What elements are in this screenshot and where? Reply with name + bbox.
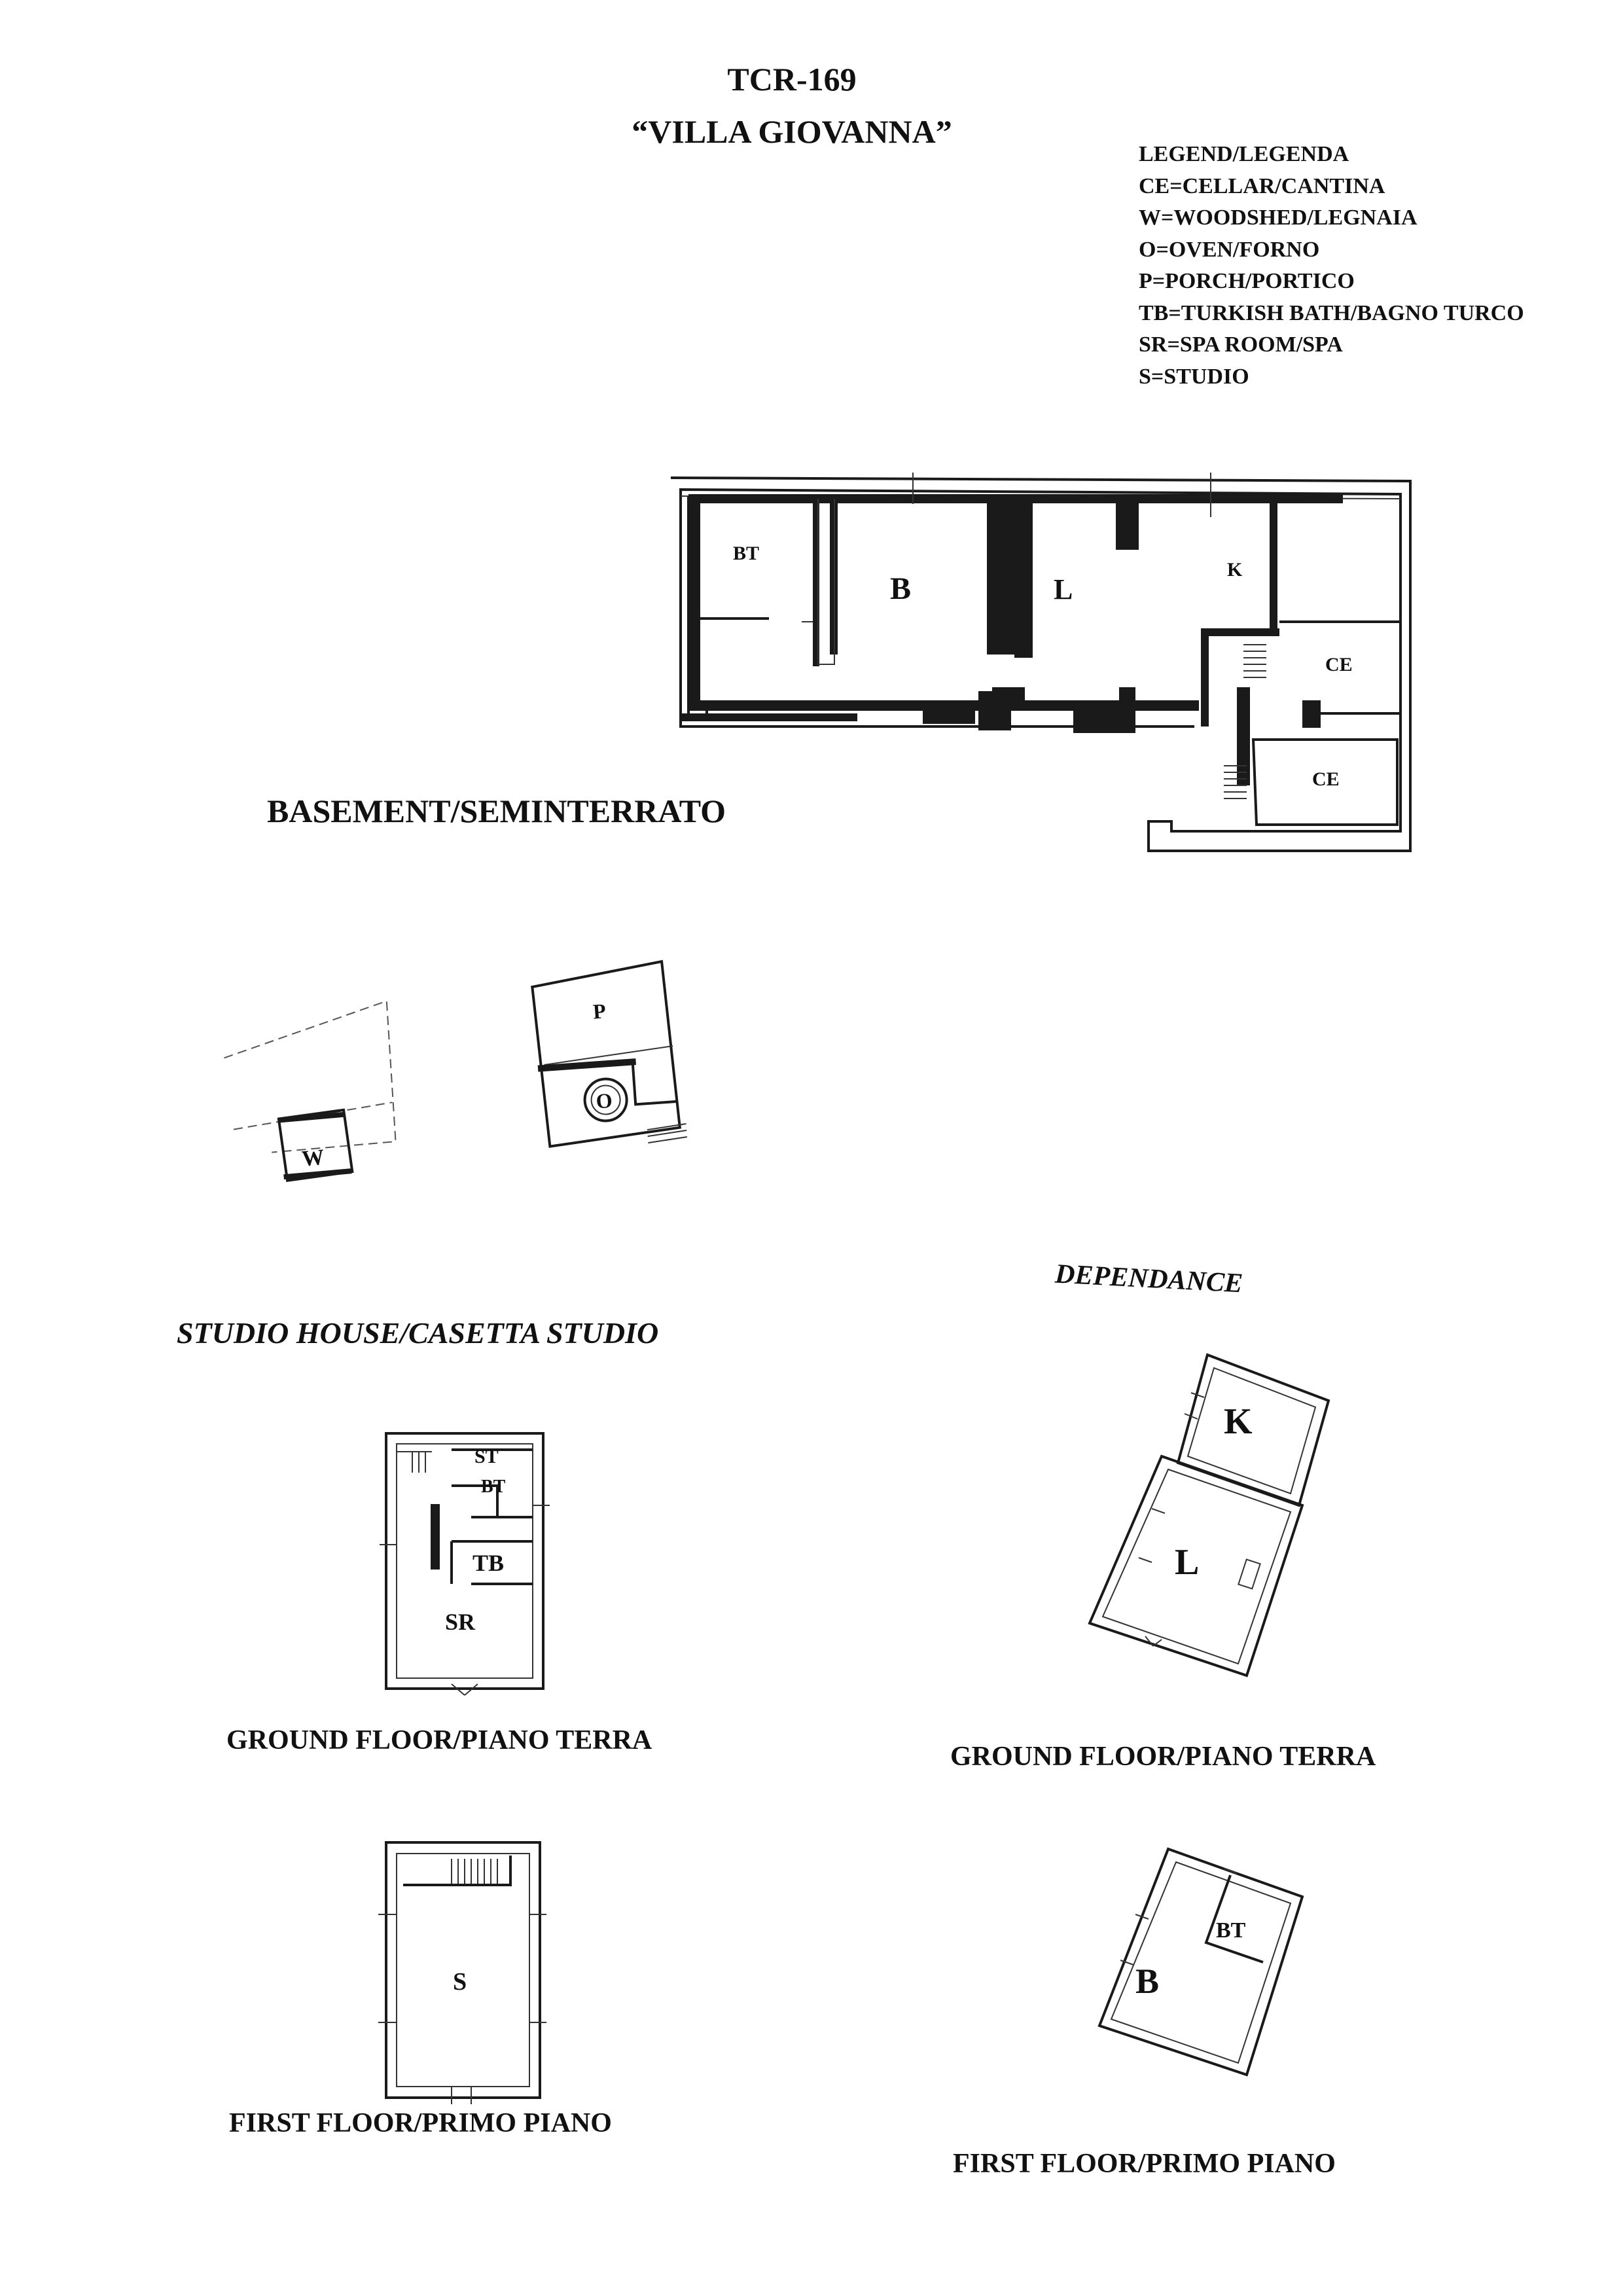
- basement-caption: BASEMENT/SEMINTERRATO: [267, 793, 726, 829]
- legend-item-o: O=OVEN/FORNO: [1139, 237, 1320, 262]
- legend-title: LEGEND/LEGENDA: [1139, 142, 1349, 166]
- studio-ground-floor-plan: [380, 1433, 550, 1695]
- legend-item-sr: SR=SPA ROOM/SPA: [1139, 332, 1343, 357]
- dependance-room-bt: BT: [1216, 1918, 1246, 1943]
- legend-item-tb: TB=TURKISH BATH/BAGNO TURCO: [1139, 300, 1524, 325]
- studio-first-floor-plan: [378, 1842, 546, 2104]
- studio-room-st: ST: [474, 1446, 499, 1467]
- dependance-room-k: K: [1224, 1401, 1253, 1442]
- woodshed-plan: [221, 1001, 402, 1185]
- villa-name: “VILLA GIOVANNA”: [632, 113, 952, 150]
- studio-room-sr: SR: [445, 1609, 476, 1635]
- studio-house-caption: STUDIO HOUSE/CASETTA STUDIO: [177, 1316, 659, 1350]
- studio-ground-floor-caption: GROUND FLOOR/PIANO TERRA: [226, 1725, 652, 1755]
- basement-room-k: K: [1227, 559, 1243, 581]
- dependance-first-floor-plan: [1099, 1849, 1302, 2075]
- dependance-caption: DEPENDANCE: [1054, 1259, 1244, 1299]
- dependance-ground-floor-caption: GROUND FLOOR/PIANO TERRA: [950, 1742, 1376, 1772]
- basement-room-ce-lower: CE: [1312, 768, 1340, 790]
- basement-room-ce-upper: CE: [1325, 654, 1353, 675]
- room-w: W: [300, 1145, 325, 1172]
- legend-item-ce: CE=CELLAR/CANTINA: [1139, 173, 1385, 198]
- basement-plan: [671, 473, 1410, 851]
- room-p: P: [592, 999, 607, 1024]
- basement-room-bt: BT: [733, 543, 760, 564]
- dependance-room-b: B: [1135, 1962, 1160, 2001]
- plan-code: TCR-169: [727, 61, 857, 98]
- basement-room-l: L: [1054, 573, 1073, 605]
- studio-room-s: S: [453, 1968, 467, 1996]
- legend-item-w: W=WOODSHED/LEGNAIA: [1139, 206, 1418, 230]
- dependance-first-floor-caption: FIRST FLOOR/PRIMO PIANO: [953, 2149, 1336, 2179]
- studio-room-tb: TB: [473, 1550, 505, 1576]
- studio-first-floor-caption: FIRST FLOOR/PRIMO PIANO: [229, 2108, 612, 2138]
- dependance-room-l: L: [1175, 1542, 1200, 1583]
- room-o: O: [595, 1088, 613, 1113]
- dependance-ground-floor-plan: [1090, 1355, 1329, 1676]
- studio-room-bt: BT: [481, 1477, 506, 1497]
- legend-item-s: S=STUDIO: [1139, 364, 1249, 389]
- legend-item-p: P=PORCH/PORTICO: [1139, 269, 1355, 293]
- oven-porch-plan: [531, 961, 688, 1151]
- basement-room-b: B: [890, 571, 912, 606]
